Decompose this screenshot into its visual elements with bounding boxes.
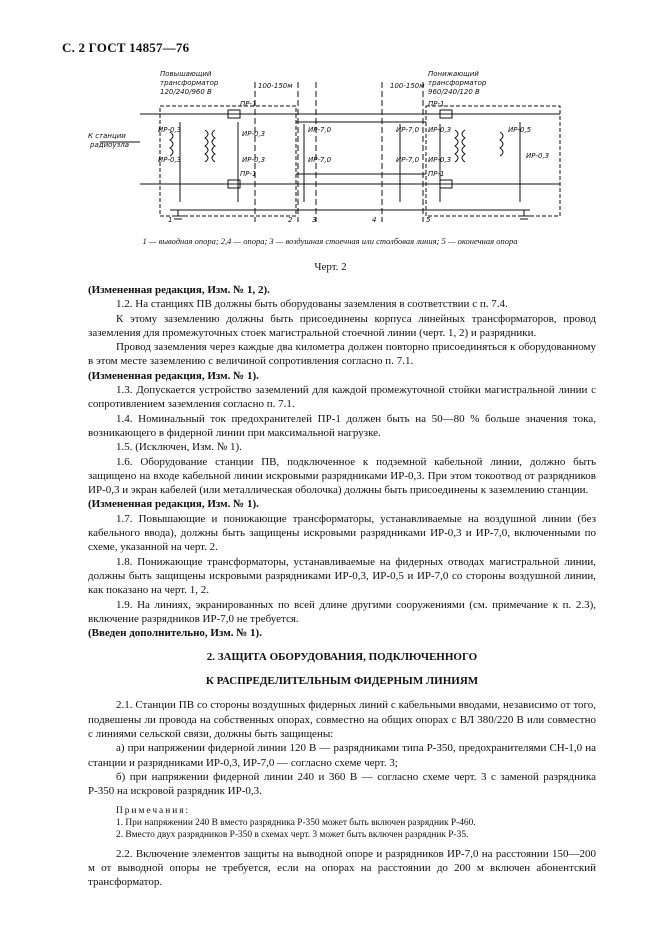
paragraph: 1.9. На линиях, экранированных по всей длине другими сооружениями (см. примечание к п. 2.3), включение разрядников ИР-7,0 не требуется.	[88, 598, 596, 625]
paragraph: 2.1. Станции ПВ со стороны воздушных фидерных линий с кабельными вводами, независимо от того, подвешены ли провода на собственных опорах, совместно на общих опорах с ВЛ 380/220 В или совместно с линиями сельской связи, должны быть защищены:	[88, 699, 596, 741]
node-4: 4	[372, 216, 377, 224]
figure-label: Черт. 2	[314, 261, 347, 273]
step-down-label-1: Понижающий	[428, 70, 479, 78]
distance-left: 100-150м	[258, 82, 293, 90]
arrester-label-7: ИР-7,0	[396, 126, 420, 134]
step-down-label-3: 960/240/120 В	[428, 88, 480, 96]
paragraph: (Введен дополнительно, Изм. № 1).	[88, 627, 262, 640]
paragraph: (Измененная редакция, Изм. № 1).	[88, 369, 259, 382]
page-header: С. 2 ГОСТ 14857—76	[62, 40, 190, 55]
arrester-label-8: ИР-7,0	[396, 156, 420, 164]
paragraph: 2.2. Включение элементов защиты на выводной опоре и разрядников ИР-7,0 на расстоянии 150—200 м от выводной опоры не требуется, если на опорах на расстоянии до 200 м включен абонентский трансформатор.	[88, 847, 596, 889]
step-up-label-1: Повышающий	[160, 70, 212, 78]
arrester-label-11: ИР-0,5	[508, 126, 532, 134]
to-station-label-2: радиоузла	[90, 141, 130, 149]
arrester-label-12: ИР-0,3	[526, 152, 550, 160]
paragraph: (Измененная редакция, Изм. № 1, 2).	[88, 284, 270, 296]
node-2: 2	[288, 216, 293, 224]
distance-right: 100-150м	[390, 82, 425, 90]
step-up-label-2: трансформатор	[160, 79, 219, 87]
paragraph: б) при напряжении фидерной линии 240 и 360 В — согласно схеме черт. 3 с заменой разрядника Р-350 на искровой разрядник ИР-0,3.	[88, 770, 596, 798]
paragraph: 1.6. Оборудование станции ПВ, подключенное к подземной кабельной линии, должно быть защищено на входе кабельной линии искровыми разрядниками ИР-0,3. При этом токоотвод от разрядников ИР-0,3 и экран кабелей (или металлическая оболочка) должны быть присоединены к заземлению станции.	[88, 455, 596, 497]
paragraph: а) при напряжении фидерной линии 120 В — разрядниками типа Р-350, предохранителями СН-1,0 на станции и разрядниками ИР-0,3, ИР-7,0 — согласно схеме черт. 3;	[88, 742, 596, 769]
note: 2. Вместо двух разрядников Р-350 в схемах черт. 3 может быть включен разрядник Р-35.	[116, 829, 469, 840]
paragraph: 1.2. На станциях ПВ должны быть оборудованы заземления в соответствии с п. 7.4.	[116, 298, 508, 311]
fuse-label-bottom-right: ПР-1	[428, 170, 445, 178]
fuse-label-bottom-left: ПР-1	[240, 170, 257, 178]
arrester-label-9: ИР-0,3	[428, 126, 452, 134]
arrester-label-6: ИР-7,0	[308, 156, 332, 164]
paragraph: (Измененная редакция, Изм. № 1).	[88, 498, 259, 511]
note: 1. При напряжении 240 В вместо разрядника Р-350 может быть включен разрядник Р-460.	[116, 817, 476, 828]
paragraph: 1.7. Повышающие и понижающие трансформаторы, устанавливаемые на воздушной линии (без кабельного ввода), должны быть защищены искровыми разрядниками ИР-0,3 и ИР-7,0, включенными по схеме, указанной на черт. 2.	[88, 512, 596, 554]
section-heading-line-1: 2. ЗАЩИТА ОБОРУДОВАНИЯ, ПОДКЛЮЧЕННОГО	[206, 651, 478, 664]
paragraph: К этому заземлению должны быть присоединены корпуса линейных трансформаторов, провод заземления для промежуточных стоек магистральной стоечной линии (черт. 1, 2) и разрядники.	[88, 312, 596, 339]
document-body	[88, 283, 596, 889]
step-up-label-3: 120/240/960 В	[160, 88, 212, 96]
to-station-label-1: К станции	[88, 132, 126, 140]
node-1: 1	[168, 216, 173, 224]
arrester-label-10: ИР-0,3	[428, 156, 452, 164]
figure-caption: 1 — выводная опора; 2,4 — опора; 3 — воздушная стоечная или столбовая линия; 5 — оконечная опора	[142, 236, 518, 246]
paragraph: 1.3. Допускается устройство заземлений для каждой промежуточной стойки магистральной линии с сопротивлением заземления согласно п. 7.1.	[88, 384, 596, 411]
paragraph: Провод заземления через каждые два километра должен повторно присоединяться к оборудованному в этом месте заземлению с величиной сопротивления согласно п. 7.1.	[88, 341, 596, 368]
step-down-label-2: трансформатор	[428, 79, 487, 87]
fuse-label-top-right: ПР-1	[428, 100, 445, 108]
arrester-label-3: ИР-0,3	[242, 130, 266, 138]
node-3: 3	[312, 216, 317, 224]
notes-heading: Примечания:	[116, 805, 191, 816]
arrester-label-2: ИР-0,3	[158, 156, 182, 164]
arrester-label-5: ИР-7,0	[308, 126, 332, 134]
section-heading-line-2: К РАСПРЕДЕЛИТЕЛЬНЫМ ФИДЕРНЫМ ЛИНИЯМ	[205, 675, 479, 688]
paragraph: 1.8. Понижающие трансформаторы, устанавливаемые на фидерных отводах магистральной линии, должны быть защищены искровыми разрядниками ИР-0,3, ИР-0,5 и ИР-7,0 со стороны воздушной линии, как показано на черт. 1, 2.	[88, 555, 596, 597]
paragraph: 1.5. (Исключен, Изм. № 1).	[116, 441, 242, 454]
circuit-diagram	[60, 62, 600, 242]
arrester-label-1: ИР-0,3	[158, 126, 182, 134]
fuse-label-top-left: ПР-1	[240, 100, 257, 108]
arrester-label-4: ИР-0,3	[242, 156, 266, 164]
node-5: 5	[426, 216, 431, 224]
paragraph: 1.4. Номинальный ток предохранителей ПР-1 должен быть на 50—80 % больше значения тока, возникающего в фидерной линии при максимальной нагрузке.	[88, 412, 596, 439]
